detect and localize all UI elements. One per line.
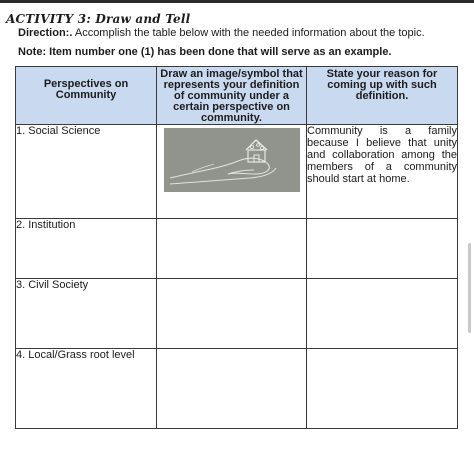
table-header-row: [16, 67, 458, 125]
reason-social-science: Community is a family because I believe that unity and collaboration among the members of a community should start at home.: [307, 125, 458, 219]
direction-label: Direction:.: [18, 27, 73, 39]
header-draw-image: Draw an image/symbol that represents your definition of community under a certain perspective on community.: [157, 67, 307, 125]
table-row: [16, 219, 458, 279]
activity-title: ACTIVITY 3: Draw and Tell: [6, 12, 191, 26]
note-line: Note: Item number one (1) has been done that will serve as an example.: [18, 46, 392, 58]
top-border-strip: [0, 0, 474, 3]
drawing-cell-local-grass-root[interactable]: [157, 349, 307, 429]
reason-civil-society[interactable]: [307, 279, 458, 349]
drawing-cell-social-science: [157, 125, 307, 219]
row-label-civil-society: 3. Civil Society: [16, 279, 157, 349]
row-label-institution: 2. Institution: [16, 219, 157, 279]
table-row: [16, 279, 458, 349]
direction-line: [18, 27, 425, 39]
row-label-social-science: 1. Social Science: [16, 125, 157, 219]
reason-institution[interactable]: [307, 219, 458, 279]
header-perspectives: Perspectives on Community: [16, 67, 157, 125]
direction-text: Accomplish the table below with the needed information about the topic.: [72, 27, 425, 39]
reason-local-grass-root[interactable]: [307, 349, 458, 429]
drawing-cell-civil-society[interactable]: [157, 279, 307, 349]
table-row: [16, 349, 458, 429]
draw-and-tell-table: [15, 66, 458, 429]
table-row: [16, 125, 458, 219]
hand-holding-house-drawing: [164, 128, 300, 192]
scrollbar[interactable]: [468, 243, 471, 333]
drawing-cell-institution[interactable]: [157, 219, 307, 279]
header-reason: State your reason for coming up with such definition.: [307, 67, 458, 125]
row-label-local-grass-root: 4. Local/Grass root level: [16, 349, 157, 429]
